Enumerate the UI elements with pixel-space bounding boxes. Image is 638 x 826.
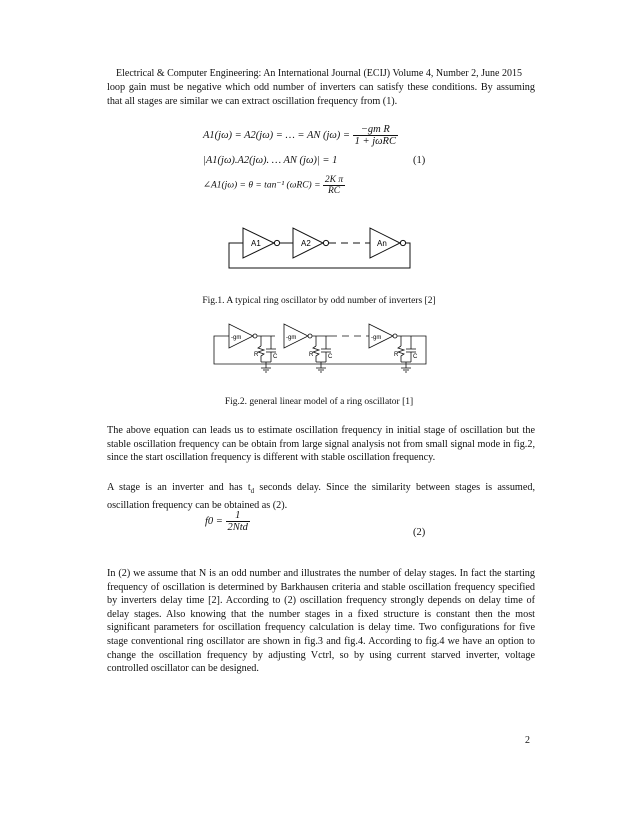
- fig2-gm-label-n: -gm: [371, 335, 382, 341]
- fig1-label-an: An: [377, 239, 387, 248]
- eq1-line1-denominator: 1 + jωRC: [354, 136, 396, 147]
- paragraph-frequency-estimate: The above equation can leads us to estimate oscillation frequency in initial stage of oscillation but the stable oscillation frequency can be obtain from large signal analysis not from small signal mode in fig.2, since the start oscillation frequency is different with stable oscillation frequency.: [107, 425, 535, 464]
- paragraph-barkhausen: In (2) we assume that N is an odd number and illustrates the number of delay stages. In fact the starting frequency of oscillation is determined by Barkhausen criteria and stable oscillation frequency specified by inverters delay time [2]. According to (2) oscillation frequency strongly depends on delay time of delay stages. Also knowing that the number stages in a fixed structure is constant then the most significant parameters for oscillation frequency calculation is delay time. Two configurations for five stage conventional ring oscillator are shown in fig.3 and fig.4. According to fig.4 we have an option to change the oscillation frequency by adjusting Vctrl, so by using current starved inverter, voltage controlled oscillator can be designed.: [107, 568, 535, 675]
- eq1-line3-fraction: [323, 175, 345, 196]
- fig2-r-label-1: R: [254, 352, 259, 358]
- fig1-label-a1: A1: [251, 239, 261, 248]
- fig2-r-label-2: R: [309, 352, 314, 358]
- eq1-line1-numerator: −gm R: [353, 124, 398, 136]
- fig1-bubble-2: [323, 240, 328, 245]
- eq1-line1-lhs: A1(jω) = A2(jω) = … = AN (jω) =: [203, 129, 351, 141]
- eq2-denominator: 2Ntd: [227, 522, 248, 533]
- eq1-line1-fraction: [353, 124, 398, 147]
- eq2-numerator: 1: [226, 510, 250, 522]
- running-header: Electrical & Computer Engineering: An International Journal (ECIJ) Volume 4, Number 2, June 2015: [116, 68, 522, 79]
- fig2-resistor-n: [398, 346, 404, 362]
- fig1-bubble-n: [400, 240, 405, 245]
- equation-2-number: (2): [413, 527, 426, 538]
- equation-1-line-3: [203, 175, 345, 196]
- fig2-gm-label-2: -gm: [286, 335, 297, 341]
- fig1-ring-oscillator-diagram: [225, 222, 425, 274]
- fig2-resistor-1: [258, 346, 264, 362]
- fig2-c-label-1: C: [273, 354, 278, 360]
- fig2-resistor-2: [313, 346, 319, 362]
- equation-2: [205, 510, 250, 533]
- fig1-caption: Fig.1. A typical ring oscillator by odd number of inverters [2]: [202, 296, 436, 306]
- fig1-bubble-1: [274, 240, 279, 245]
- fig2-linear-model-diagram: [209, 320, 433, 382]
- equation-1-line-2: |A1(jω).A2(jω). … AN (jω)| = 1: [203, 155, 338, 166]
- eq2-fraction: [226, 510, 250, 533]
- paragraph-stage-delay: [107, 481, 535, 512]
- equation-1-line-1: [203, 124, 398, 147]
- p3-text-before: A stage is an inverter and has t: [107, 482, 251, 493]
- eq1-line3-denominator: RC: [327, 186, 341, 196]
- fig2-c-label-2: C: [328, 354, 333, 360]
- p3-subscript: d: [250, 487, 255, 496]
- fig1-label-a2: A2: [301, 239, 311, 248]
- eq1-line3-lhs: ∠A1(jω) = θ = tan⁻¹ (ωRC) =: [203, 180, 321, 191]
- eq1-line3-numerator: 2K π: [324, 175, 344, 185]
- fig2-r-label-n: R: [394, 352, 399, 358]
- paragraph-intro: loop gain must be negative which odd number of inverters can satisfy these conditions. By assuming that all stages are similar we can extract oscillation frequency from (1).: [107, 82, 535, 107]
- equation-1-number: (1): [413, 155, 426, 166]
- p3-text-after: seconds delay. Since the similarity between stages is assumed, oscillation frequency can be obtained as (2).: [107, 482, 535, 511]
- eq2-lhs: f0 =: [205, 515, 223, 527]
- fig2-c-label-n: C: [413, 354, 418, 360]
- fig2-caption: Fig.2. general linear model of a ring oscillator [1]: [224, 397, 414, 407]
- fig2-gm-label-1: -gm: [231, 335, 242, 341]
- page-number: 2: [525, 735, 530, 746]
